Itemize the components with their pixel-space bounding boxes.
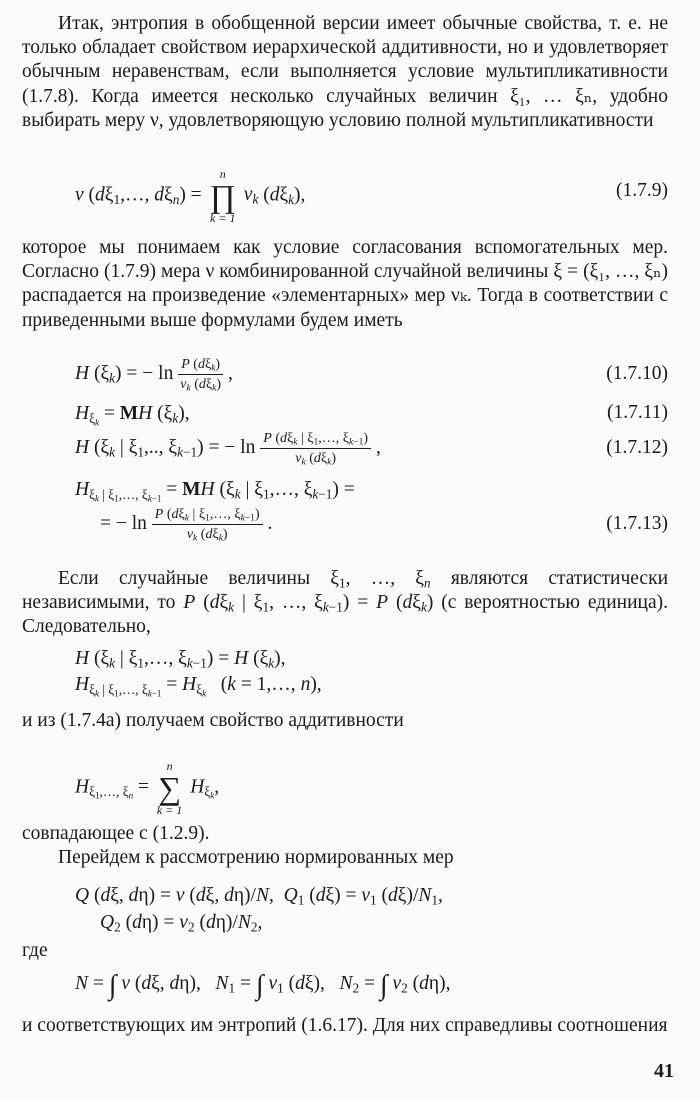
equation-1-7-13-line2: = − ln $\frac{P (d\xi_k | \xi_1,\dots, \xi_{k-1})}{\nu_k (d\xi_k)}$ . (100, 507, 273, 544)
equation-1-7-12: H ($\xi_k$ | $\xi_1$,.., $\xi_{k-1}$) = − ln $\frac{P (d\xi_k | \xi_1,\dots, \xi_{k-1})}{\nu_k (d\xi_k)}$ , (75, 431, 381, 468)
page-number: 41 (654, 1060, 674, 1082)
paragraph-5: совпадающее с (1.2.9). (22, 823, 210, 844)
equation-1-7-11: $H_{\xi_k}$ = MH $(\xi_k)$, (75, 403, 190, 428)
equation-normalized-1: Q (dξ, dη) = ν (dξ, dη)/N, $Q_1$ $(d\xi) = \nu_1$ $(d\xi)/N_1$, (75, 885, 443, 908)
paragraph-3: Если случайные величины $\xi_1$, …, $\xi_n$ являются статистически независимыми, то P ($d\xi_k$ | $\xi_1$, …, $\xi_{k-1}) = P$ $(d\xi_k)$ (с вероятностью единица). Следовательно, (22, 568, 668, 638)
eq-number: (1.7.11) (606, 402, 668, 423)
equation-1-7-9: ν ($d\xi_1,\dots$, $d\xi_n$) = n ∏ k = 1 $\nu_k$ $(d\xi_k)$, (75, 167, 306, 225)
paragraph-4: и из (1.7.4а) получаем свойство аддитивности (22, 710, 404, 731)
equation-normalizers: N = ∫ ν (dξ, dη), $N_1$ = ∫ $\nu_1$ (dξ), $N_2$ = ∫ $\nu_2$ (dη), (75, 970, 451, 1001)
eq-number: (1.7.12) (606, 437, 668, 458)
paragraph-7: где (22, 940, 48, 961)
product-symbol: n ∏ k = 1 (209, 167, 236, 225)
equation-normalized-2: $Q_2$ $(d\eta) = \nu_2$ $(d\eta)/N_2$, (100, 912, 263, 935)
paragraph-6: Перейдем к рассмотрению нормированных мер (58, 847, 454, 868)
paragraph-1: Итак, энтропия в обобщенной версии имеет обычные свойства, т. е. не только обладает свойством иерархической аддитивности, но и удовлетворяет обычным неравенствам, если выполняется условие мультипликативности (1.7.8). Когда имеется несколько случайных величин ξ₁, … ξₙ, удобно выбирать меру ν, удовлетворяющую условию полной мультипликативности (22, 13, 668, 131)
eq-number: (1.7.10) (606, 363, 668, 384)
eq-number: (1.7.9) (616, 180, 668, 201)
equation-1-7-13-line1: $H_{\xi_k | \xi_1,\dots, \xi_{k-1}}$ = MH ($\xi_k$ | $\xi_1,\dots$, $\xi_{k-1}$) = (75, 479, 355, 504)
equation-1-7-10: H $(\xi_k)$ = − ln $\frac{P (d\xi_k)}{\nu_k (d\xi_k)}$ , (75, 357, 233, 394)
equation-additivity: $H_{\xi_1,\dots, \xi_n}$ = n ∑ k = 1 $H_{\xi_k}$, (75, 759, 220, 817)
eq-number: (1.7.13) (606, 513, 668, 534)
equation-independence-2: $H_{\xi_k | \xi_1,\dots, \xi_{k-1}} = H_{\xi_k}$ (k = 1,…, n), (75, 674, 322, 699)
equation-independence-1: H ($\xi_k$ | $\xi_1,\dots$, $\xi_{k-1}) = H$ $(\xi_k)$, (75, 648, 286, 671)
sum-symbol: n ∑ k = 1 (156, 759, 183, 817)
paragraph-2: которое мы понимаем как условие согласования вспомогательных мер. Согласно (1.7.9) мера ν комбинированной случайной величины ξ = (ξ₁, …, ξₙ) распадается на произведение «элементарных» мер νₖ. Тогда в соответствии с приведенными выше формулами будем иметь (22, 237, 668, 331)
paragraph-8: и соответствующих им энтропий (1.6.17). Для них справедливы соотношения (22, 1015, 668, 1036)
